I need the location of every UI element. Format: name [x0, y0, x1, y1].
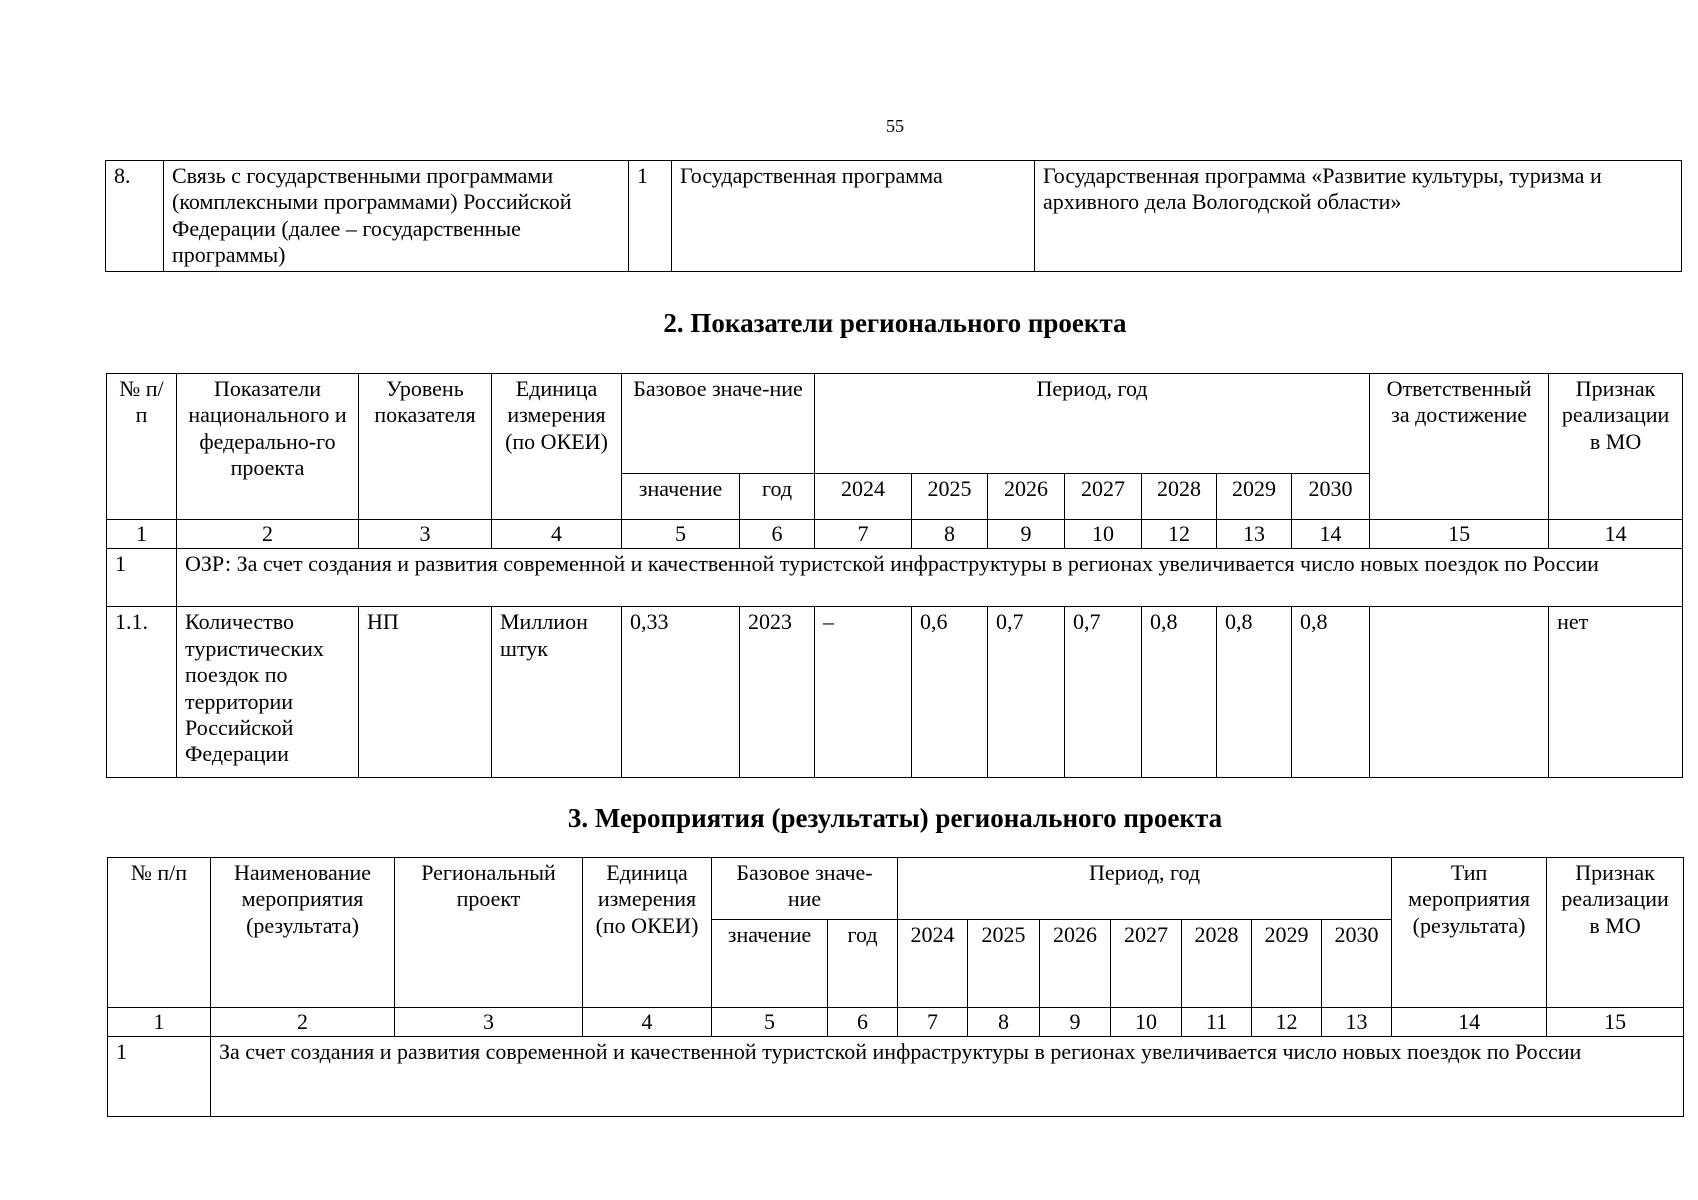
- table-row: [106, 161, 1682, 272]
- header-base: Базовое значе-ние: [712, 858, 898, 920]
- header-year: 2024: [898, 920, 968, 1008]
- table-header-row: [108, 858, 1684, 920]
- column-number: 3: [359, 520, 492, 549]
- column-number: 3: [395, 1008, 583, 1037]
- year-value: 0,7: [988, 607, 1065, 778]
- connection-type: Государственная программа: [672, 161, 1035, 272]
- header-event-type: Тип мероприятия (результата): [1392, 858, 1547, 1008]
- header-period: Период, год: [815, 374, 1370, 474]
- column-number: 7: [815, 520, 912, 549]
- header-num: № п/п: [108, 858, 211, 1008]
- connection-value: Государственная программа «Развитие культуры, туризма и архивного дела Вологодской области»: [1035, 161, 1682, 272]
- year-value: 0,8: [1217, 607, 1292, 778]
- header-year: 2025: [968, 920, 1040, 1008]
- goal-number: 1: [108, 1037, 211, 1117]
- header-year: 2027: [1111, 920, 1182, 1008]
- column-number: 9: [1040, 1008, 1111, 1037]
- column-number: 15: [1547, 1008, 1684, 1037]
- connection-table: [105, 160, 1682, 272]
- goal-row: [107, 549, 1683, 607]
- table-row: [107, 607, 1683, 778]
- column-number: 11: [1182, 1008, 1252, 1037]
- column-number: 12: [1142, 520, 1217, 549]
- indicators-table: [106, 373, 1683, 778]
- year-value: 0,7: [1065, 607, 1142, 778]
- column-number: 1: [108, 1008, 211, 1037]
- header-year: 2024: [815, 474, 912, 520]
- column-number-row: [107, 520, 1683, 549]
- row-number: 8.: [106, 161, 164, 272]
- header-year: 2030: [1322, 920, 1392, 1008]
- year-value: –: [815, 607, 912, 778]
- column-number: 8: [912, 520, 988, 549]
- column-number: 6: [828, 1008, 898, 1037]
- column-number: 9: [988, 520, 1065, 549]
- column-number: 14: [1549, 520, 1683, 549]
- header-project: Региональный проект: [395, 858, 583, 1008]
- year-value: 0,6: [912, 607, 988, 778]
- column-number: 14: [1392, 1008, 1547, 1037]
- section-2-title: 2. Показатели регионального проекта: [663, 308, 1127, 338]
- row-number: 1.1.: [107, 607, 177, 778]
- column-number: 13: [1217, 520, 1292, 549]
- header-responsible: Ответственный за достижение: [1370, 374, 1549, 520]
- column-number-row: [108, 1008, 1684, 1037]
- section-3-title: 3. Мероприятия (результаты) регионального проекта: [567, 803, 1223, 833]
- header-year: 2027: [1065, 474, 1142, 520]
- column-number: 10: [1065, 520, 1142, 549]
- column-number: 5: [712, 1008, 828, 1037]
- column-number: 5: [622, 520, 740, 549]
- column-number: 8: [968, 1008, 1040, 1037]
- header-unit: Единица измерения (по ОКЕИ): [492, 374, 622, 520]
- header-name: Наименование мероприятия (результата): [211, 858, 395, 1008]
- responsible: [1370, 607, 1549, 778]
- header-year: 2029: [1252, 920, 1322, 1008]
- indicator-name: Количество туристических поездок по территории Российской Федерации: [177, 607, 359, 778]
- header-indicator: Показатели национального и федерально-го проекта: [177, 374, 359, 520]
- column-number: 12: [1252, 1008, 1322, 1037]
- header-period: Период, год: [898, 858, 1392, 920]
- header-year: 2030: [1292, 474, 1370, 520]
- header-year: 2026: [1040, 920, 1111, 1008]
- goal-number: 1: [107, 549, 177, 607]
- header-year: 2026: [988, 474, 1065, 520]
- header-year: 2029: [1217, 474, 1292, 520]
- column-number: 4: [583, 1008, 712, 1037]
- header-base-value: значение: [622, 474, 740, 520]
- header-level: Уровень показателя: [359, 374, 492, 520]
- indicator-level: НП: [359, 607, 492, 778]
- goal-row: [108, 1037, 1684, 1117]
- header-year: 2028: [1142, 474, 1217, 520]
- year-value: 0,8: [1292, 607, 1370, 778]
- header-year: 2025: [912, 474, 988, 520]
- indicator-unit: Миллион штук: [492, 607, 622, 778]
- base-year: 2023: [740, 607, 815, 778]
- column-number: 2: [177, 520, 359, 549]
- table-header-row: [107, 374, 1683, 474]
- header-base-year: год: [740, 474, 815, 520]
- header-mo-sign: Признак реализации в МО: [1549, 374, 1683, 520]
- goal-text: За счет создания и развития современной и качественной туристской инфраструктуры в регионах увеличивается число новых поездок по России: [211, 1037, 1684, 1117]
- header-base-year: год: [828, 920, 898, 1008]
- column-number: 15: [1370, 520, 1549, 549]
- header-base-value: значение: [712, 920, 828, 1008]
- connection-index: 1: [629, 161, 672, 272]
- column-number: 7: [898, 1008, 968, 1037]
- header-unit: Единица измерения (по ОКЕИ): [583, 858, 712, 1008]
- base-value: 0,33: [622, 607, 740, 778]
- column-number: 1: [107, 520, 177, 549]
- column-number: 4: [492, 520, 622, 549]
- mo-sign: нет: [1549, 607, 1683, 778]
- header-mo-sign: Признак реализации в МО: [1547, 858, 1684, 1008]
- goal-text: ОЗР: За счет создания и развития современной и качественной туристской инфраструктуры в регионах увеличивается число новых поездок по России: [177, 549, 1683, 607]
- header-year: 2028: [1182, 920, 1252, 1008]
- header-num: № п/п: [107, 374, 177, 520]
- column-number: 14: [1292, 520, 1370, 549]
- column-number: 2: [211, 1008, 395, 1037]
- header-base: Базовое значе-ние: [622, 374, 815, 474]
- connection-label: Связь с государственными программами (комплексными программами) Российской Федерации (далее – государственные программы): [164, 161, 629, 272]
- column-number: 13: [1322, 1008, 1392, 1037]
- column-number: 6: [740, 520, 815, 549]
- year-value: 0,8: [1142, 607, 1217, 778]
- page-number: 55: [886, 116, 904, 136]
- column-number: 10: [1111, 1008, 1182, 1037]
- activities-table: [107, 857, 1684, 1117]
